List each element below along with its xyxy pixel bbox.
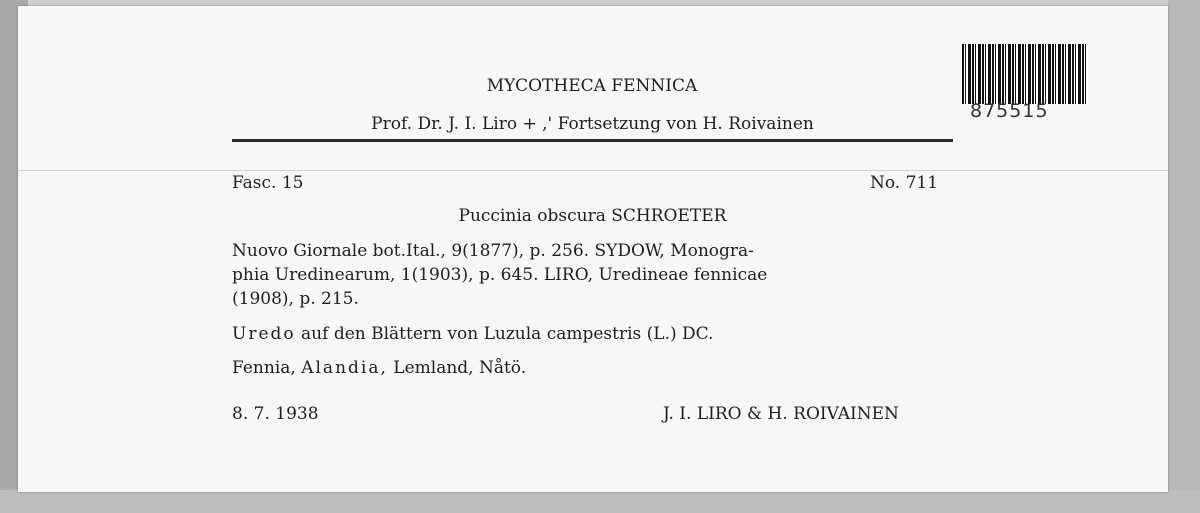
species-name: Puccinia obscura SCHROETER <box>458 206 727 226</box>
locality-region: Alandia, <box>301 358 388 378</box>
reference-line-2: phia Uredinearum, 1(1903), p. 645. LIRO, Uredineae fennicae <box>232 265 768 285</box>
locality-country: Fennia, <box>232 358 296 378</box>
barcode-icon <box>962 44 1088 104</box>
host-rest: auf den Blättern von Luzula campestris (L.) DC. <box>301 324 714 344</box>
collection-date: 8. 7. 1938 <box>232 404 319 424</box>
collection-title: MYCOTHECA FENNICA <box>486 76 698 96</box>
fascicle-label: Fasc. 15 <box>232 173 304 193</box>
specimen-number: No. 711 <box>870 173 939 193</box>
barcode-number: 875515 <box>970 100 1049 122</box>
locality-place: Lemland, Nåtö. <box>393 358 527 378</box>
reference-line-3: (1908), p. 215. <box>232 289 359 309</box>
collectors: J. I. LIRO & H. ROIVAINEN <box>663 404 899 424</box>
collection-subtitle: Prof. Dr. J. I. Liro + ,' Fortsetzung von H. Roivainen <box>371 114 814 134</box>
host-line <box>232 324 713 344</box>
host-prefix: Uredo <box>232 324 296 344</box>
reference-line-1: Nuovo Giornale bot.Ital., 9(1877), p. 256. SYDOW, Monogra- <box>232 241 754 261</box>
locality-line <box>232 358 526 378</box>
header-rule <box>232 139 953 142</box>
